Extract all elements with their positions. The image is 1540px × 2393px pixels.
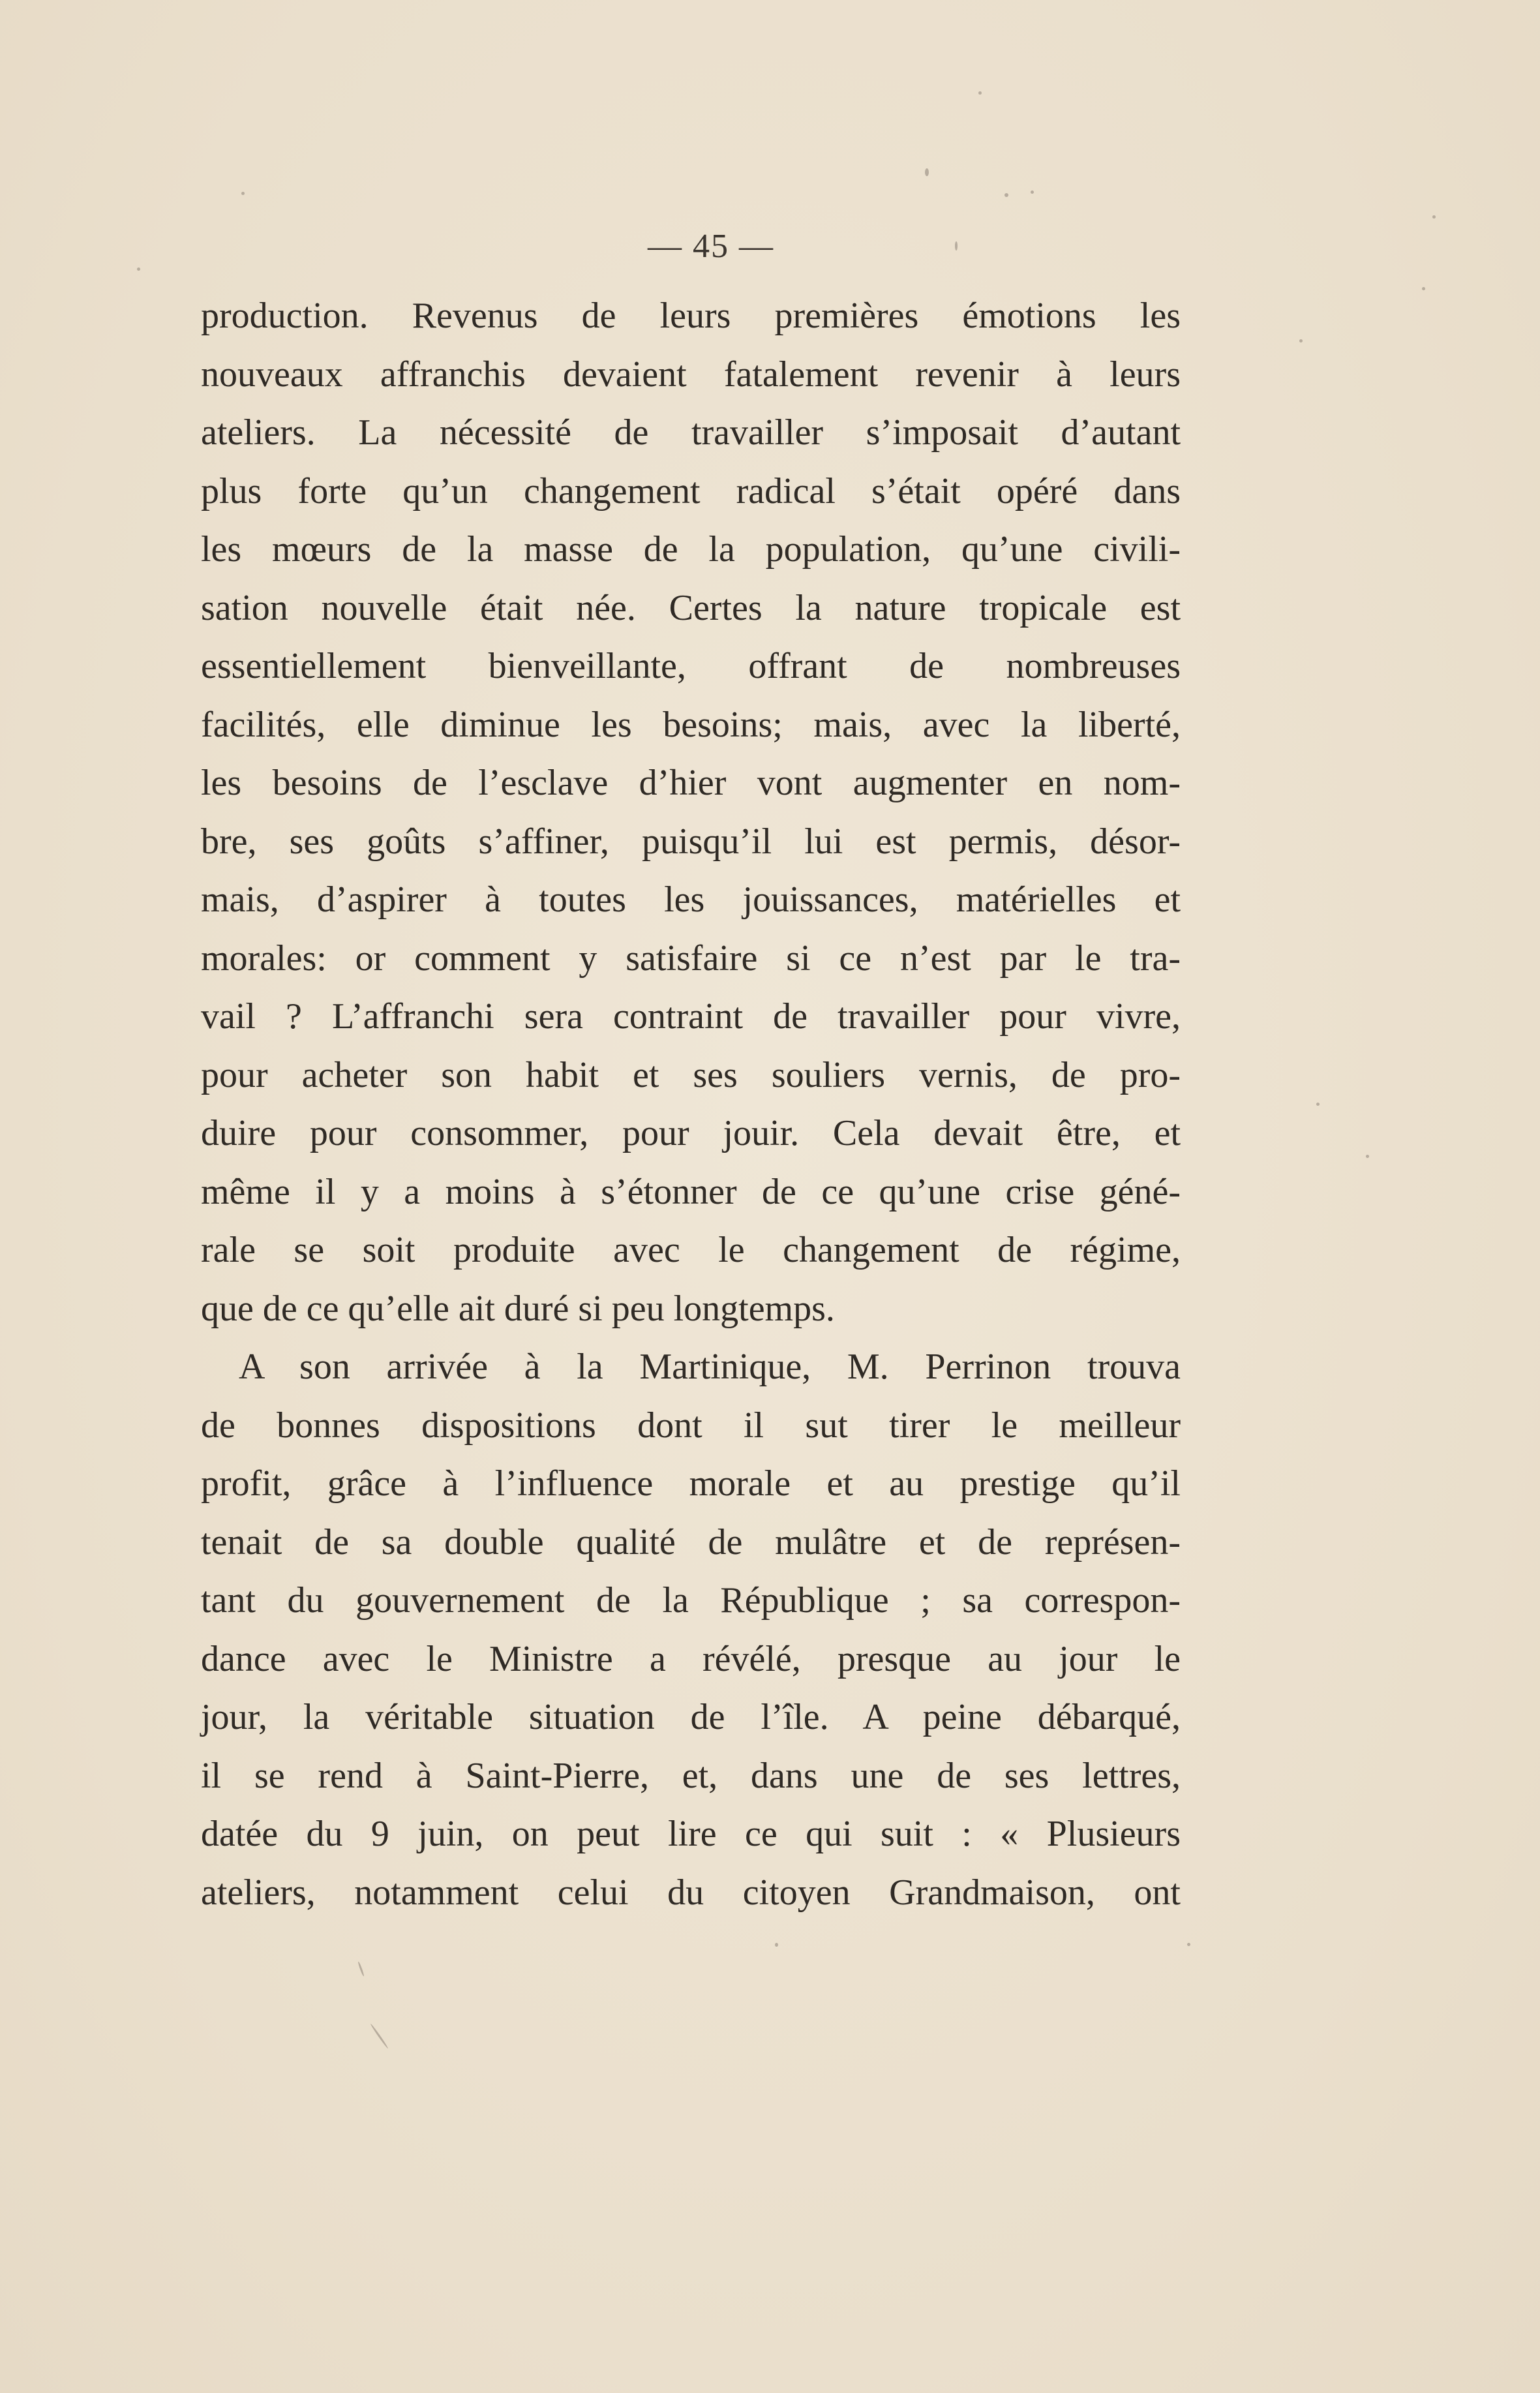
- body-text: [201, 287, 1181, 1922]
- text-line: duire pour consommer, pour jouir. Cela devait être, et: [201, 1113, 1181, 1153]
- paper-speck: [1031, 191, 1034, 194]
- text-line: datée du 9 juin, on peut lire ce qui suit : « Plusieurs: [201, 1814, 1181, 1854]
- text-line: profit, grâce à l’influence morale et au prestige qu’il: [201, 1463, 1181, 1504]
- text-line: morales: or comment y satisfaire si ce n’est par le tra-: [201, 937, 1181, 979]
- text-line: plus forte qu’un changement radical s’était opéré dans: [201, 470, 1181, 511]
- text-line: sation nouvelle était née. Certes la nature tropicale est: [201, 587, 1181, 628]
- paper-speck: [357, 1961, 365, 1977]
- paper-speck: [241, 192, 245, 195]
- paragraph-end-line: que de ce qu’elle ait duré si peu longtemps.: [201, 1288, 835, 1329]
- paper-speck: [1366, 1155, 1369, 1158]
- text-line: mais, d’aspirer à toutes les jouissances, matérielles et: [201, 879, 1181, 920]
- text-line: de bonnes dispositions dont il sut tirer le meilleur: [201, 1405, 1181, 1446]
- text-line: production. Revenus de leurs premières émotions les: [201, 296, 1181, 336]
- paper-speck: [775, 1943, 778, 1947]
- paper-speck: [978, 91, 982, 95]
- paper-speck: [1316, 1103, 1320, 1106]
- text-line: bre, ses goûts s’affiner, puisqu’il lui est permis, désor-: [201, 821, 1181, 862]
- paper-speck: [925, 168, 929, 176]
- text-line: les mœurs de la masse de la population, qu’une civili-: [201, 529, 1181, 570]
- text-line: ateliers. La nécessité de travailler s’imposait d’autant: [201, 412, 1181, 453]
- text-line: vail ? L’affranchi sera contraint de travailler pour vivre,: [201, 996, 1181, 1037]
- text-line: tenait de sa double qualité de mulâtre et de représen-: [201, 1521, 1181, 1562]
- text-line: essentiellement bienveillante, offrant de nombreuses: [201, 646, 1181, 686]
- text-line: il se rend à Saint-Pierre, et, dans une de ses lettres,: [201, 1755, 1181, 1796]
- text-line: tant du gouvernement de la République ; sa correspon-: [201, 1580, 1181, 1621]
- paper-speck: [1299, 339, 1303, 343]
- paragraph-start-line: A son arrivée à la Martinique, M. Perrinon trouva: [239, 1347, 1181, 1387]
- paper-speck: [137, 267, 140, 271]
- text-line: facilités, elle diminue les besoins; mais, avec la liberté,: [201, 704, 1181, 745]
- paper-speck: [1004, 193, 1008, 197]
- text-line: rale se soit produite avec le changement de régime,: [201, 1230, 1181, 1270]
- paper-speck: [1432, 215, 1436, 219]
- text-line: nouveaux affranchis devaient fatalement revenir à leurs: [201, 354, 1181, 395]
- paper-speck: [370, 2023, 389, 2049]
- text-line: même il y a moins à s’étonner de ce qu’une crise géné-: [201, 1171, 1181, 1212]
- text-line: ateliers, notamment celui du citoyen Grandmaison, ont: [201, 1872, 1181, 1913]
- text-line: pour acheter son habit et ses souliers vernis, de pro-: [201, 1054, 1181, 1095]
- page-number: — 45 —: [648, 228, 774, 265]
- paper-speck: [1422, 287, 1425, 290]
- paper-speck: [1187, 1943, 1190, 1946]
- text-line: jour, la véritable situation de l’île. A peine débarqué,: [201, 1697, 1181, 1737]
- text-line: dance avec le Ministre a révélé, presque au jour le: [201, 1638, 1181, 1679]
- text-line: les besoins de l’esclave d’hier vont augmenter en nom-: [201, 763, 1181, 803]
